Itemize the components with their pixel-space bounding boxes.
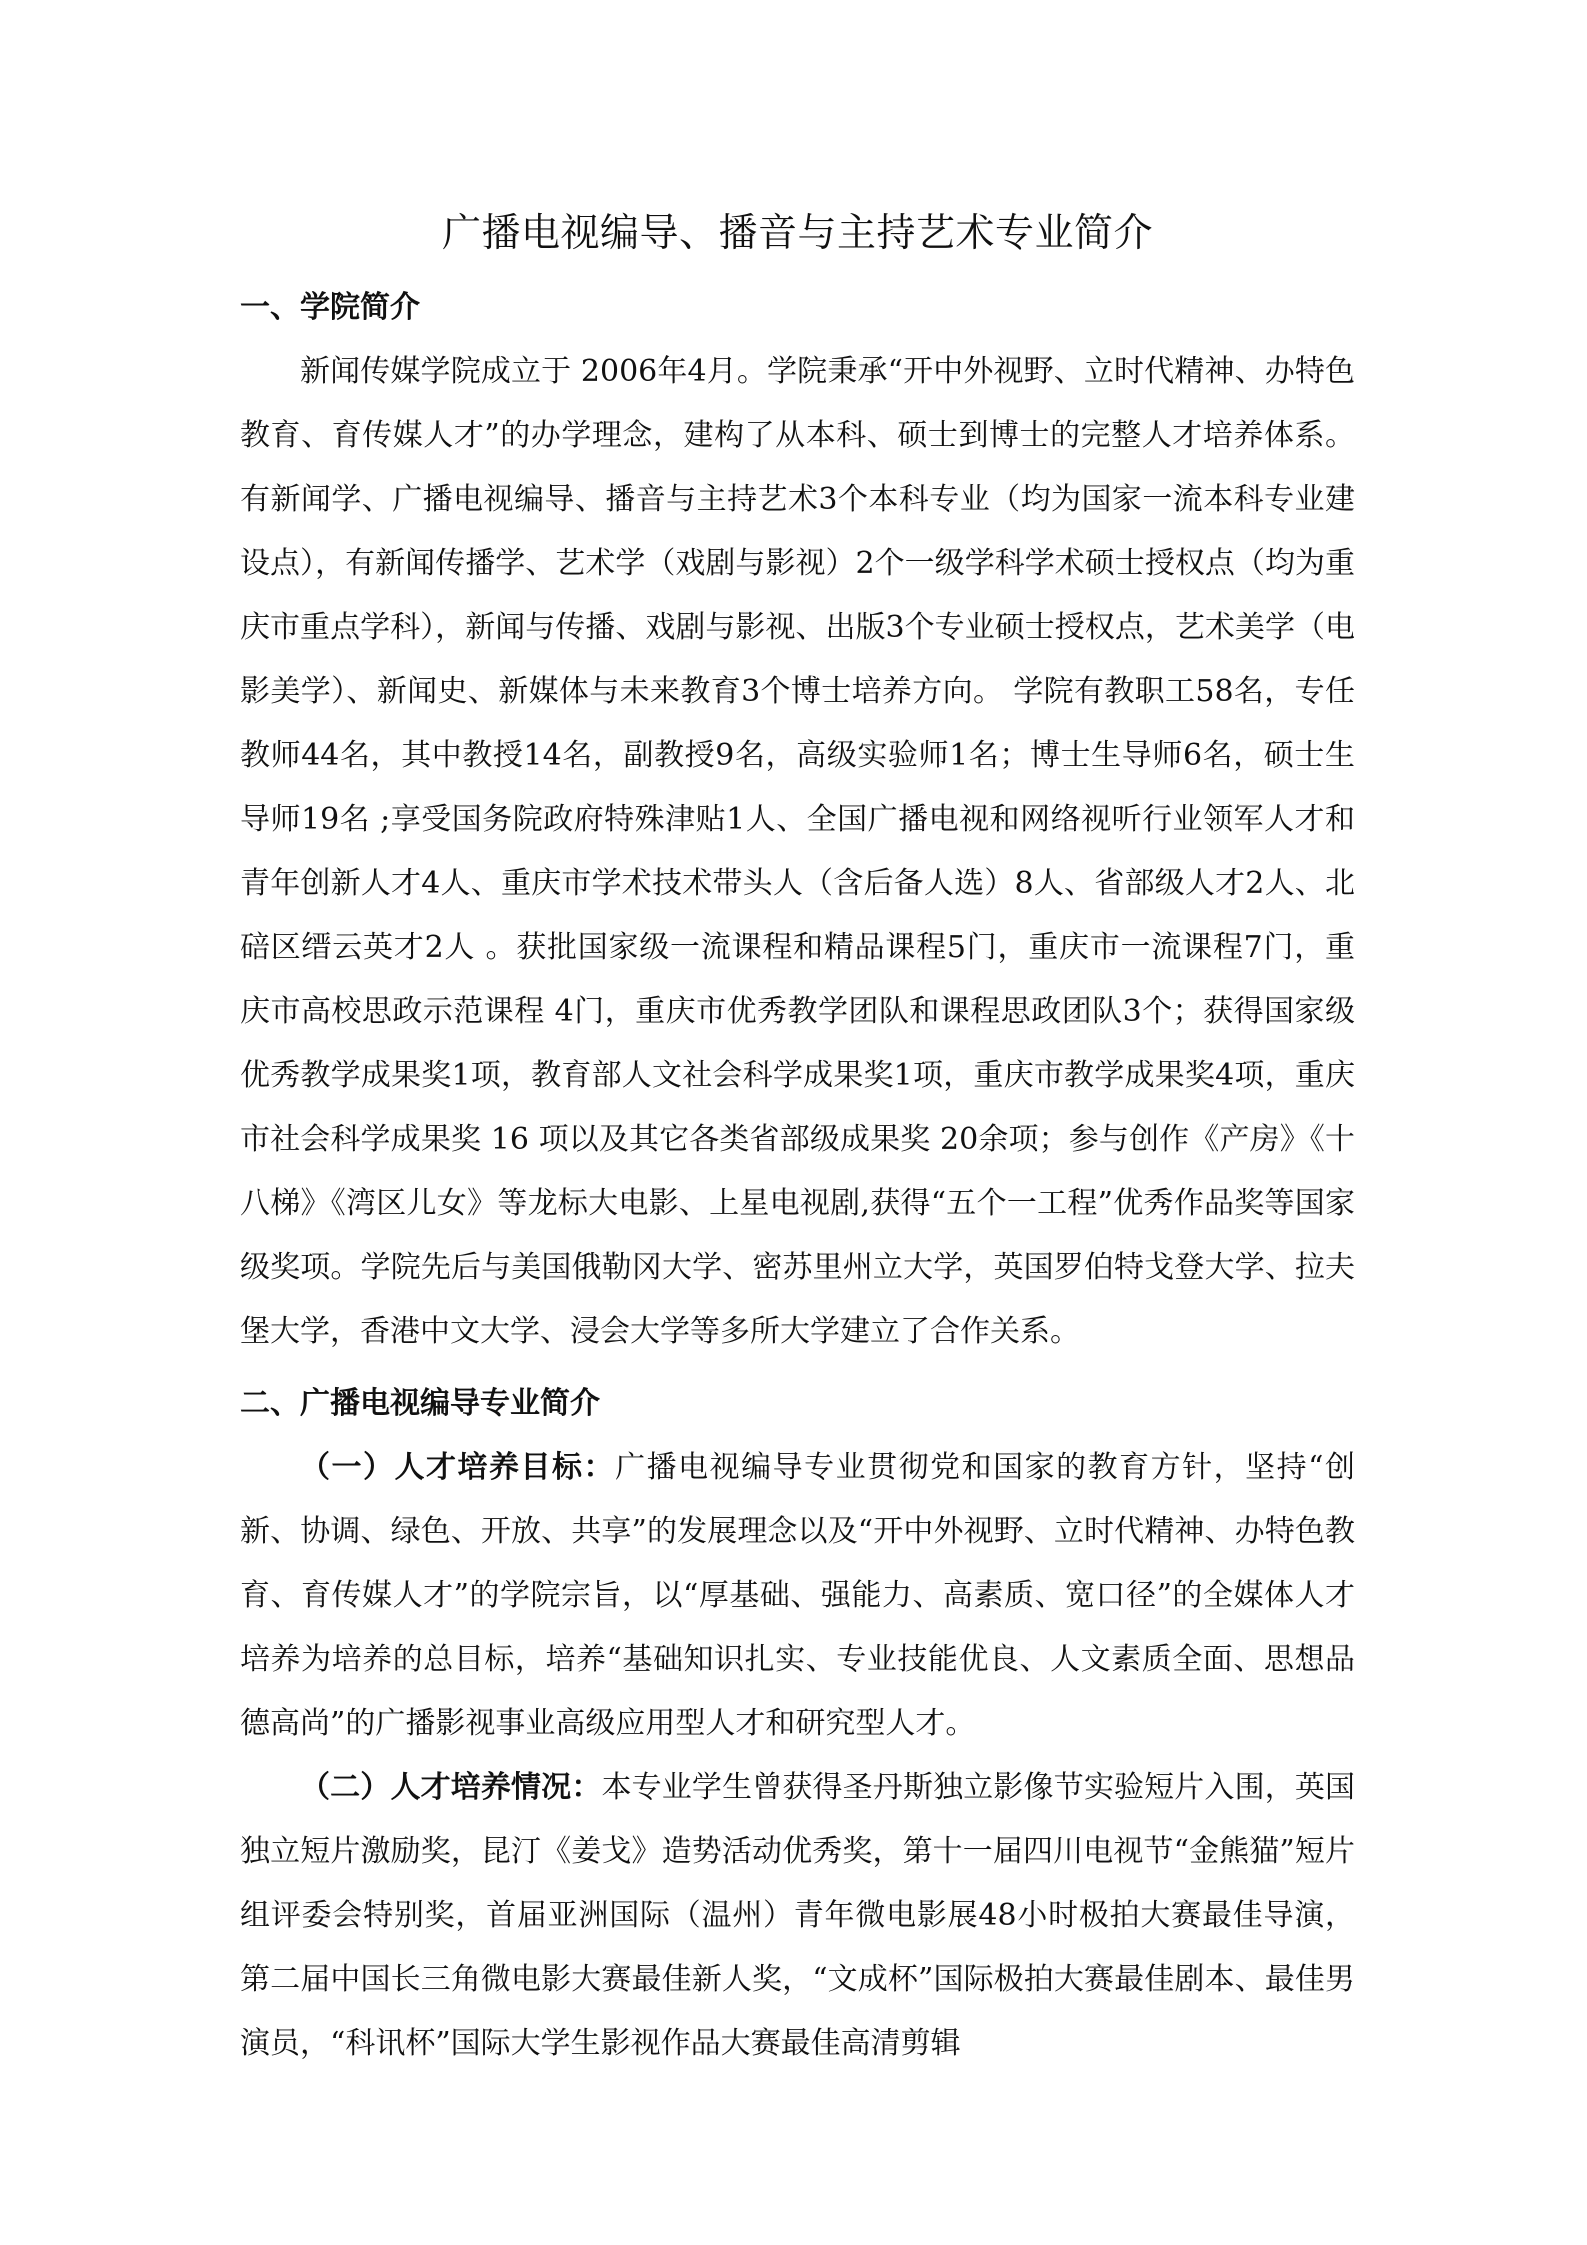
section-heading-major-intro: 二、广播电视编导专业简介 — [240, 1386, 600, 1421]
training-goal-text: 广播电视编导专业贯彻党和国家的教育方针，坚持“创新、协调、绿色、开放、共享”的发展理念以及“开中外视野、立时代精神、办特色教育、育传媒人才”的学院宗旨，以“厚基础、强能力、高素质、宽口径”的全媒体人才培养为培养的总目标，培养“基础知识扎实、专业技能优良、人文素质全面、思想品德高尚”的广播影视事业高级应用型人才和研究型人才。 — [240, 1450, 1356, 1741]
college-intro-paragraph: 新闻传媒学院成立于 2006年4月。学院秉承“开中外视野、立时代精神、办特色教育、育传媒人才”的办学理念，建构了从本科、硕士到博士的完整人才培养体系。有新闻学、广播电视编导、播音与主持艺术3个本科专业（均为国家一流本科专业建设点），有新闻传播学、艺术学（戏剧与影视）2个一级学科学术硕士授权点（均为重庆市重点学科），新闻与传播、戏剧与影视、出版3个专业硕士授权点，艺术美学（电影美学）、新闻史、新媒体与未来教育3个博士培养方向。 学院有教职工58名，专任教师44名，其中教授14名，副教授9名，高级实验师1名；博士生导师6名，硕士生导师19名 ;享受国务院政府特殊津贴1人、全国广播电视和网络视听行业领军人才和青年创新人才4人、重庆市学术技术带头人（含后备人选）8人、省部级人才2人、北碚区缙云英才2人 。获批国家级一流课程和精品课程5门，重庆市一流课程7门，重庆市高校思政示范课程 4门，重庆市优秀教学团队和课程思政团队3个；获得国家级优秀教学成果奖1项，教育部人文社会科学成果奖1项，重庆市教学成果奖4项，重庆市社会科学成果奖 16 项以及其它各类省部级成果奖 20余项；参与创作《产房》《十八梯》《湾区儿女》等龙标大电影、上星电视剧,获得“五个一工程”优秀作品奖等国家级奖项。学院先后与美国俄勒冈大学、密苏里州立大学，英国罗伯特戈登大学、拉夫堡大学，香港中文大学、浸会大学等多所大学建立了合作关系。 — [240, 354, 1355, 1349]
training-status-text: 本专业学生曾获得圣丹斯独立影像节实验短片入围，英国独立短片激励奖，昆汀《姜戈》造势活动优秀奖，第十一届四川电视节“金熊猫”短片组评委会特别奖，首届亚洲国际（温州）青年微电影展48小时极拍大赛最佳导演，第二届中国长三角微电影大赛最佳新人奖，“文成杯”国际极拍大赛最佳剧本、最佳男演员，“科讯杯”国际大学生影视作品大赛最佳高清剪辑 — [240, 1770, 1356, 2061]
training-goal-lead: （一）人才培养目标： — [300, 1450, 616, 1485]
training-goal-paragraph — [240, 1436, 1355, 1756]
section-heading-college-intro: 一、学院简介 — [240, 290, 420, 325]
page-title: 广播电视编导、播音与主持艺术专业简介 — [441, 211, 1153, 256]
training-status-lead: （二）人才培养情况： — [300, 1770, 602, 1805]
training-status-paragraph — [240, 1756, 1355, 2076]
